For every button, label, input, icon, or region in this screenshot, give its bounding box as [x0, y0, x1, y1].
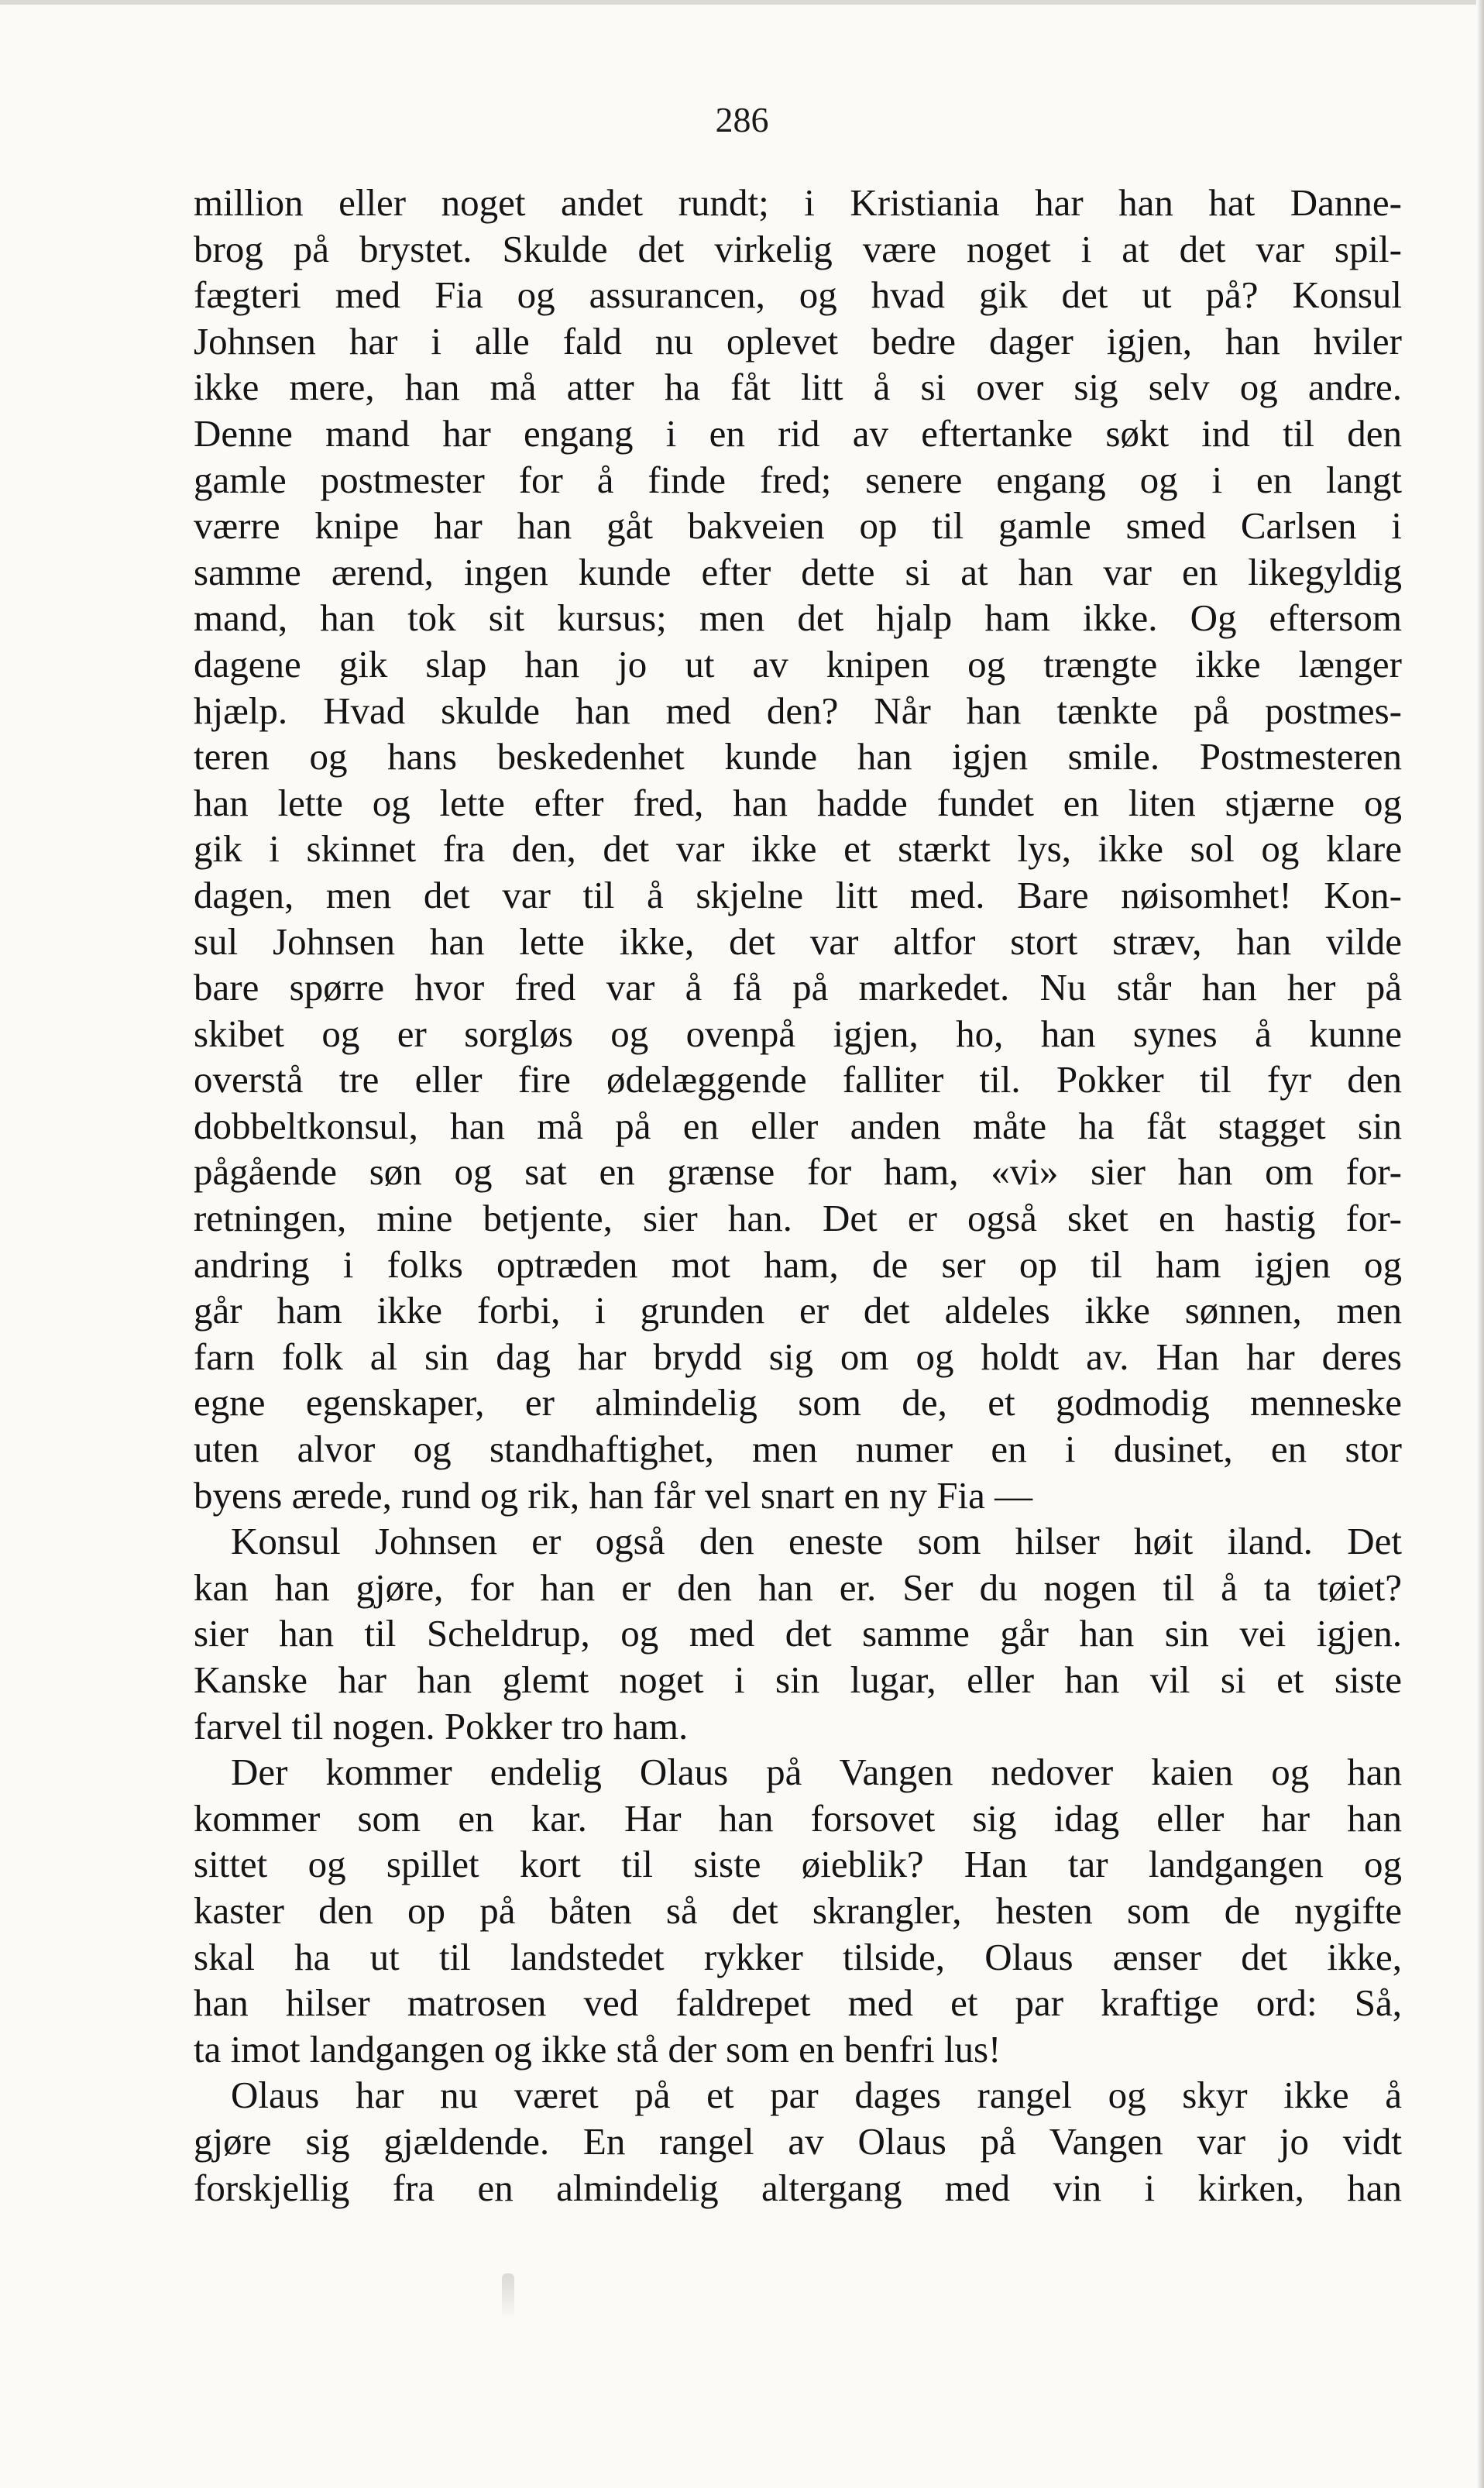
text-line: andring i folks optræden mot ham, de ser op til ham igjen og	[194, 1242, 1402, 1286]
text-line: egne egenskaper, er almindelig som de, et godmodig menneske	[194, 1381, 1402, 1424]
text-line: pågående søn og sat en grænse for ham, «vi» sier han om for-	[194, 1150, 1402, 1194]
text-line: skibet og er sorgløs og ovenpå igjen, ho, han synes å kunne	[194, 1012, 1402, 1055]
text-line: værre knipe har han gåt bakveien op til gamle smed Carlsen i	[194, 504, 1402, 548]
text-line: byens ærede, rund og rik, han får vel snart en ny Fia —	[194, 1473, 1033, 1517]
text-line: gamle postmester for å finde fred; senere engang og i en langt	[194, 458, 1402, 501]
text-line: mand, han tok sit kursus; men det hjalp ham ikke. Og eftersom	[194, 596, 1402, 640]
text-line: farvel til nogen. Pokker tro ham.	[194, 1704, 689, 1747]
page-top-edge	[0, 0, 1484, 5]
text-line: samme ærend, ingen kunde efter dette si at han var en likegyldig	[194, 550, 1402, 593]
text-line: uten alvor og standhaftighet, men numer en i dusinet, en stor	[194, 1428, 1402, 1471]
text-line: gik i skinnet fra den, det var ikke et stærkt lys, ikke sol og klare	[194, 827, 1402, 871]
text-line: sittet og spillet kort til siste øieblik? Han tar landgangen og	[194, 1843, 1402, 1886]
page-right-edge	[1476, 0, 1484, 2488]
text-line: Konsul Johnsen er også den eneste som hilser høit iland. Det	[231, 1520, 1402, 1563]
body-text	[194, 180, 1402, 2211]
text-line: Denne mand har engang i en rid av eftertanke søkt ind til den	[194, 411, 1402, 455]
text-line: bare spørre hvor fred var å få på markedet. Nu står han her på	[194, 966, 1402, 1009]
text-line: hjælp. Hvad skulde han med den? Når han tænkte på postmes-	[194, 689, 1402, 732]
text-line: sul Johnsen han lette ikke, det var altfor stort stræv, han vilde	[194, 919, 1402, 963]
text-line: kan han gjøre, for han er den han er. Ser du nogen til å ta tøiet?	[194, 1565, 1402, 1609]
text-line: dobbeltkonsul, han må på en eller anden måte ha fåt stagget sin	[194, 1104, 1402, 1147]
text-line: Kanske har han glemt noget i sin lugar, eller han vil si et siste	[194, 1658, 1402, 1701]
text-line: gjøre sig gjældende. En rangel av Olaus på Vangen var jo vidt	[194, 2119, 1402, 2163]
text-line: Olaus har nu været på et par dages rangel og skyr ikke å	[231, 2074, 1402, 2117]
text-line: farn folk al sin dag har brydd sig om og holdt av. Han har deres	[194, 1335, 1402, 1378]
text-line: million eller noget andet rundt; i Kristiania har han hat Danne-	[194, 181, 1402, 224]
text-line: Der kommer endelig Olaus på Vangen nedover kaien og han	[231, 1751, 1402, 1794]
text-line: kommer som en kar. Har han forsovet sig idag eller har han	[194, 1796, 1402, 1840]
text-line: fægteri med Fia og assurancen, og hvad gik det ut på? Konsul	[194, 273, 1402, 317]
page-number: 286	[715, 100, 769, 139]
text-line: ta imot landgangen og ikke stå der som en benfri lus!	[194, 2027, 1001, 2070]
text-line: han lette og lette efter fred, han hadde fundet en liten stjærne og	[194, 781, 1402, 824]
text-line: kaster den op på båten så det skrangler, hesten som de nygifte	[194, 1888, 1402, 1932]
text-line: ikke mere, han må atter ha fåt litt å si over sig selv og andre.	[194, 366, 1402, 409]
text-line: retningen, mine betjente, sier han. Det er også sket en hastig for-	[194, 1197, 1402, 1240]
text-line: teren og hans beskedenhet kunde han igjen smile. Postmesteren	[194, 735, 1402, 778]
text-line: forskjellig fra en almindelig altergang med vin i kirken, han	[194, 2166, 1402, 2209]
text-line: overstå tre eller fire ødelæggende falliter til. Pokker til fyr den	[194, 1058, 1402, 1101]
page-smudge	[502, 2273, 514, 2320]
text-line: han hilser matrosen ved faldrepet med et par kraftige ord: Så,	[194, 1981, 1402, 2025]
text-line: dagen, men det var til å skjelne litt med. Bare nøisomhet! Kon-	[194, 873, 1402, 916]
text-line: Johnsen har i alle fald nu oplevet bedre dager igjen, han hviler	[194, 319, 1402, 363]
text-line: skal ha ut til landstedet rykker tilside, Olaus ænser det ikke,	[194, 1935, 1402, 1978]
text-line: dagene gik slap han jo ut av knipen og trængte ikke længer	[194, 642, 1402, 686]
text-line: brog på brystet. Skulde det virkelig være noget i at det var spil-	[194, 227, 1402, 270]
text-line: går ham ikke forbi, i grunden er det aldeles ikke sønnen, men	[194, 1289, 1402, 1332]
text-line: sier han til Scheldrup, og med det samme går han sin vei igjen.	[194, 1612, 1402, 1655]
